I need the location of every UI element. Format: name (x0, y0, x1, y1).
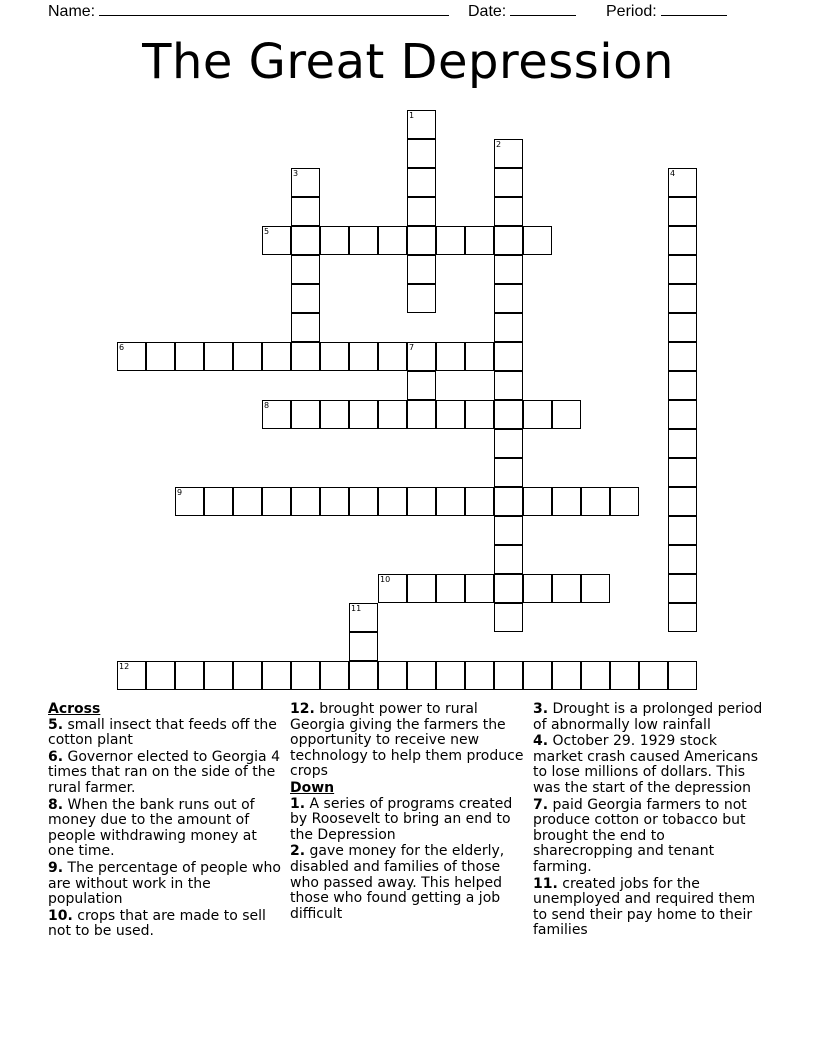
grid-cell[interactable] (233, 342, 262, 371)
grid-cell[interactable] (407, 197, 436, 226)
clue-number: 10. (48, 907, 73, 924)
grid-cell[interactable] (668, 371, 697, 400)
clue-number: 4. (533, 733, 549, 750)
grid-cell[interactable] (668, 342, 697, 371)
grid-cell[interactable] (407, 400, 436, 429)
grid-cell[interactable] (378, 661, 407, 690)
grid-cell[interactable] (436, 487, 465, 516)
grid-cell[interactable] (320, 226, 349, 255)
grid-cell[interactable] (117, 661, 146, 690)
grid-cell[interactable] (436, 400, 465, 429)
clue-text: October 29. 1929 stock market crash caused Americans to lose millions of dollars. This was the start of the depression (533, 733, 759, 796)
grid-cell[interactable] (407, 342, 436, 371)
across-clue (48, 750, 283, 797)
grid-cell[interactable] (523, 574, 552, 603)
grid-cell[interactable] (668, 458, 697, 487)
cell-number: 6 (119, 343, 125, 352)
grid-cell[interactable] (204, 661, 233, 690)
grid-cell[interactable] (407, 168, 436, 197)
grid-cell[interactable] (581, 487, 610, 516)
grid-cell[interactable] (349, 603, 378, 632)
grid-cell[interactable] (668, 197, 697, 226)
grid-cell[interactable] (610, 661, 639, 690)
grid-cell[interactable] (407, 661, 436, 690)
grid-cell[interactable] (494, 168, 523, 197)
cell-number: 8 (264, 401, 270, 410)
grid-cell[interactable] (668, 516, 697, 545)
page-title: The Great Depression (142, 34, 674, 90)
grid-cell[interactable] (407, 139, 436, 168)
clue-number: 7. (533, 796, 549, 813)
grid-cell[interactable] (436, 661, 465, 690)
grid-cell[interactable] (494, 661, 523, 690)
grid-cell[interactable] (233, 661, 262, 690)
grid-cell[interactable] (320, 400, 349, 429)
grid-cell[interactable] (494, 545, 523, 574)
grid-cell[interactable] (668, 400, 697, 429)
down-clue (533, 877, 769, 939)
grid-cell[interactable] (581, 574, 610, 603)
cell-number: 3 (293, 169, 299, 178)
clue-text: When the bank runs out of money due to the amount of people withdrawing money at one time. (48, 796, 257, 860)
clue-text: Governor elected to Georgia 4 times that ran on the side of the rural farmer. (48, 748, 280, 796)
grid-cell[interactable] (349, 226, 378, 255)
grid-cell[interactable] (146, 342, 175, 371)
grid-cell[interactable] (291, 342, 320, 371)
clue-text: The percentage of people who are without work in the population (48, 859, 281, 908)
grid-cell[interactable] (552, 400, 581, 429)
grid-cell[interactable] (668, 487, 697, 516)
clue-number: 6. (48, 748, 64, 765)
grid-cell[interactable] (465, 574, 494, 603)
grid-cell[interactable] (378, 226, 407, 255)
grid-cell[interactable] (494, 226, 523, 255)
grid-cell[interactable] (175, 487, 204, 516)
grid-cell[interactable] (291, 661, 320, 690)
clue-number: 2. (290, 843, 306, 860)
grid-cell[interactable] (291, 255, 320, 284)
grid-cell[interactable] (262, 661, 291, 690)
across-clue (48, 718, 283, 749)
grid-cell[interactable] (204, 342, 233, 371)
grid-cell[interactable] (349, 400, 378, 429)
grid-cell[interactable] (494, 284, 523, 313)
grid-cell[interactable] (320, 487, 349, 516)
grid-cell[interactable] (349, 342, 378, 371)
grid-cell[interactable] (407, 226, 436, 255)
grid-cell[interactable] (494, 255, 523, 284)
grid-cell[interactable] (320, 342, 349, 371)
grid-cell[interactable] (233, 487, 262, 516)
grid-cell[interactable] (494, 371, 523, 400)
clue-text: Drought is a prolonged period of abnormally low rainfall (533, 701, 763, 733)
grid-cell[interactable] (581, 661, 610, 690)
grid-cell[interactable] (378, 400, 407, 429)
grid-cell[interactable] (465, 226, 494, 255)
grid-cell[interactable] (552, 661, 581, 690)
cell-number: 7 (409, 343, 415, 352)
grid-cell[interactable] (407, 487, 436, 516)
grid-cell[interactable] (523, 661, 552, 690)
clue-text: A series of programs created by Roosevelt to bring an end to the Depression (290, 795, 513, 843)
clue-column-3 (533, 702, 769, 940)
grid-cell[interactable] (378, 342, 407, 371)
clue-number: 5. (48, 716, 64, 733)
cell-number: 12 (119, 662, 130, 671)
cell-number: 9 (177, 488, 183, 497)
grid-cell[interactable] (320, 661, 349, 690)
grid-cell[interactable] (291, 313, 320, 342)
grid-cell[interactable] (523, 487, 552, 516)
grid-cell[interactable] (494, 400, 523, 429)
grid-cell[interactable] (494, 516, 523, 545)
grid-cell[interactable] (117, 342, 146, 371)
down-clue (290, 797, 526, 844)
clue-text: brought power to rural Georgia giving the farmers the opportunity to receive new technology to help them produce crops (290, 701, 524, 780)
grid-cell[interactable] (175, 342, 204, 371)
down-clue (533, 702, 769, 733)
grid-cell[interactable] (668, 661, 697, 690)
clue-text: gave money for the elderly, disabled and families of those who passed away. This helped those who found getting a job difficult (290, 843, 505, 922)
cell-number: 11 (351, 604, 362, 613)
grid-cell[interactable] (668, 255, 697, 284)
clue-number: 12. (290, 701, 315, 717)
grid-cell[interactable] (204, 487, 233, 516)
down-clue (290, 844, 526, 922)
clue-number: 1. (290, 795, 306, 812)
grid-cell[interactable] (494, 458, 523, 487)
grid-cell[interactable] (465, 400, 494, 429)
grid-cell[interactable] (494, 197, 523, 226)
grid-cell[interactable] (407, 255, 436, 284)
grid-cell[interactable] (668, 603, 697, 632)
grid-cell[interactable] (494, 429, 523, 458)
grid-cell[interactable] (175, 661, 204, 690)
clue-column-1 (48, 702, 283, 941)
grid-cell[interactable] (494, 603, 523, 632)
grid-cell[interactable] (436, 342, 465, 371)
grid-cell[interactable] (291, 168, 320, 197)
down-clue (533, 734, 769, 796)
across-heading: Across (48, 701, 101, 717)
clue-text: small insect that feeds off the cotton plant (48, 716, 277, 749)
clue-number: 8. (48, 796, 64, 813)
date-label: Date: (468, 3, 507, 20)
grid-cell[interactable] (552, 574, 581, 603)
grid-cell[interactable] (146, 661, 175, 690)
grid-cell[interactable] (291, 400, 320, 429)
grid-cell[interactable] (494, 487, 523, 516)
cell-number: 10 (380, 575, 391, 584)
clue-text: created jobs for the unemployed and required them to send their pay home to their families (533, 875, 756, 939)
clue-number: 9. (48, 859, 64, 876)
grid-cell[interactable] (494, 574, 523, 603)
grid-cell[interactable] (407, 574, 436, 603)
grid-cell[interactable] (668, 226, 697, 255)
grid-cell[interactable] (378, 574, 407, 603)
grid-cell[interactable] (523, 226, 552, 255)
grid-cell[interactable] (349, 487, 378, 516)
clue-column-2 (290, 702, 526, 923)
across-clue (290, 702, 526, 780)
grid-cell[interactable] (407, 371, 436, 400)
grid-cell[interactable] (668, 284, 697, 313)
grid-cell[interactable] (291, 487, 320, 516)
grid-cell[interactable] (407, 284, 436, 313)
cell-number: 2 (496, 140, 502, 149)
grid-cell[interactable] (494, 313, 523, 342)
grid-cell[interactable] (349, 661, 378, 690)
grid-cell[interactable] (436, 574, 465, 603)
grid-cell[interactable] (349, 632, 378, 661)
grid-cell[interactable] (552, 487, 581, 516)
cell-number: 5 (264, 227, 270, 236)
cell-number: 1 (409, 111, 415, 120)
grid-cell[interactable] (378, 487, 407, 516)
across-clue (48, 909, 283, 940)
grid-cell[interactable] (668, 429, 697, 458)
across-clue (48, 798, 283, 860)
grid-cell[interactable] (465, 487, 494, 516)
grid-cell[interactable] (262, 226, 291, 255)
down-heading: Down (290, 779, 335, 796)
grid-cell[interactable] (639, 661, 668, 690)
grid-cell[interactable] (523, 400, 552, 429)
grid-cell[interactable] (668, 313, 697, 342)
grid-cell[interactable] (436, 226, 465, 255)
clue-text: paid Georgia farmers to not produce cotton or tobacco but brought the end to sharecropping and tenant farming. (533, 796, 747, 875)
down-clue (533, 798, 769, 876)
grid-cell[interactable] (668, 545, 697, 574)
grid-cell[interactable] (291, 284, 320, 313)
grid-cell[interactable] (262, 487, 291, 516)
grid-cell[interactable] (262, 400, 291, 429)
across-clue (48, 861, 283, 908)
period-label: Period: (606, 3, 657, 20)
grid-cell[interactable] (291, 197, 320, 226)
grid-cell[interactable] (494, 342, 523, 371)
grid-cell[interactable] (465, 342, 494, 371)
grid-cell[interactable] (262, 342, 291, 371)
grid-cell[interactable] (494, 139, 523, 168)
grid-cell[interactable] (291, 226, 320, 255)
grid-cell[interactable] (610, 487, 639, 516)
clue-text: crops that are made to sell not to be used. (48, 907, 266, 940)
cell-number: 4 (670, 169, 676, 178)
grid-cell[interactable] (465, 661, 494, 690)
grid-cell[interactable] (668, 168, 697, 197)
name-label: Name: (48, 3, 96, 20)
grid-cell[interactable] (407, 110, 436, 139)
clue-number: 3. (533, 701, 549, 717)
grid-cell[interactable] (668, 574, 697, 603)
clue-number: 11. (533, 875, 558, 892)
